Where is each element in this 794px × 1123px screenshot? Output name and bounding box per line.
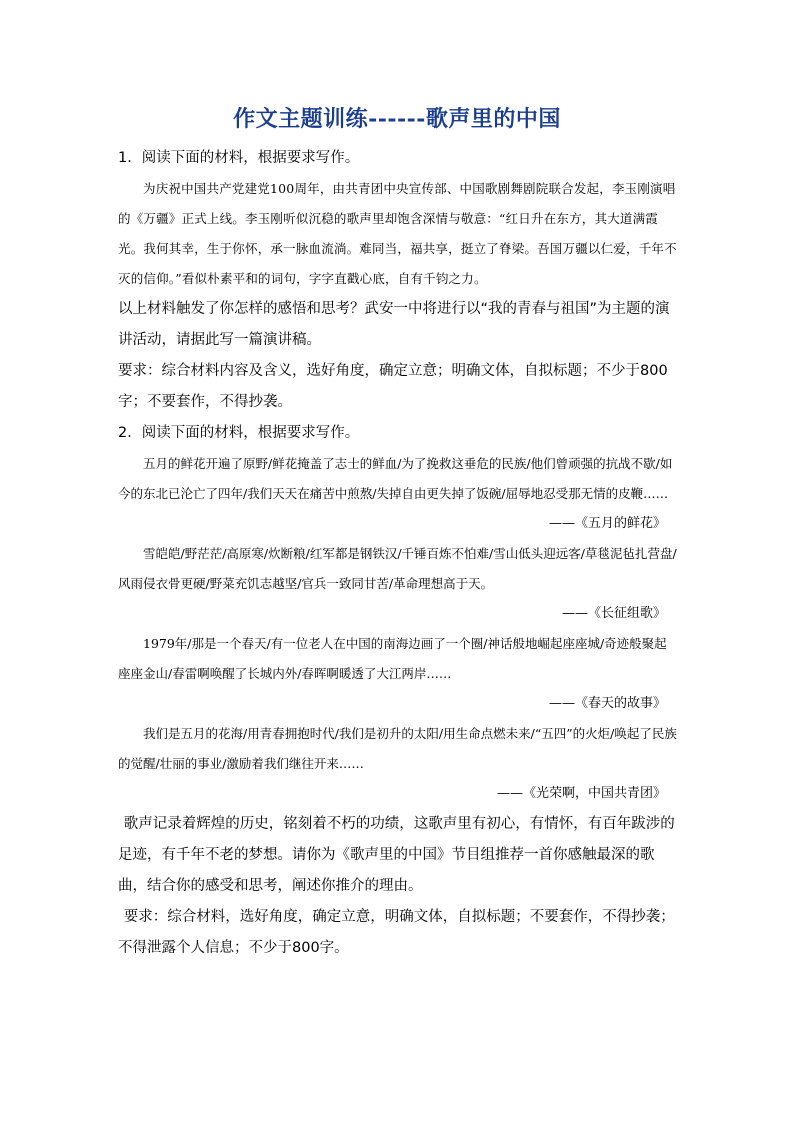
question-1-requirement: 要求：综合材料内容及含义，选好角度，确定立意；明确文体，自拟标题；不少于800字；不要套作，不得抄袭。 [118,363,668,410]
question-2-heading: 2．阅读下面的材料，根据要求写作。 [118,425,360,441]
song-source: ——《春天的故事》 [548,696,666,711]
song-source: ——《光荣啊，中国共青团》 [496,786,666,801]
song-lyrics: 我们是五月的花海/用青春拥抱时代/我们是初升的太阳/用生命点燃未来/“五四”的火炬/唤起了民族的觉醒/壮丽的事业/激励着我们继往开来…… [118,726,677,771]
question-1-material: 为庆祝中国共产党建党100周年，由共青团中央宣传部、中国歌剧舞剧院联合发起，李玉刚演唱的《万疆》正式上线。李玉刚听似沉稳的歌声里却饱含深情与敬意：“红日升在东方，其大道满霞光。我何其幸，生于你怀，承一脉血流淌。难同当，福共享，挺立了脊梁。吾国万疆以仁爱，千年不灭的信仰。”看似朴素平和的词句，字字直戳心底，自有千钧之力。 [118,181,677,286]
song-source: ——《五月的鲜花》 [548,516,666,531]
question-1-heading: 1．阅读下面的材料，根据要求写作。 [118,150,360,166]
question-2-prompt: 歌声记录着辉煌的历史，铭刻着不朽的功绩，这歌声里有初心，有情怀，有百年跋涉的足迹，有千年不老的梦想。请你为《歌声里的中国》节目组推荐一首你感触最深的歌曲，结合你的感受和思考，阐述你推介的理由。 [118,816,675,894]
page-title: 作文主题训练------歌声里的中国 [233,106,561,132]
song-lyrics: 1979年/那是一个春天/有一位老人在中国的南海边画了一个圈/神话般地崛起座座城/奇迹般聚起座座金山/春雷啊唤醒了长城内外/春晖啊暖透了大江两岸…… [118,636,667,681]
question-2-requirement: 要求：综合材料，选好角度，确定立意，明确文体，自拟标题；不要套作，不得抄袭；不得泄露个人信息；不少于800字。 [118,909,675,956]
question-1-prompt: 以上材料触发了你怎样的感悟和思考？武安一中将进行以“我的青春与祖国”为主题的演讲活动，请据此写一篇演讲稿。 [118,301,670,348]
document-body [118,143,678,964]
song-source: ——《长征组歌》 [561,606,666,621]
song-lyrics: 雪皑皑/野茫茫/高原寒/炊断粮/红军都是钢铁汉/千锤百炼不怕难/雪山低头迎远客/草毯泥毡扎营盘/风雨侵衣骨更硬/野菜充饥志越坚/官兵一致同甘苦/革命理想高于天。 [118,546,677,591]
song-lyrics: 五月的鲜花开遍了原野/鲜花掩盖了志士的鲜血/为了挽救这垂危的民族/他们曾顽强的抗战不歇/如今的东北已沦亡了四年/我们天天在痛苦中煎熬/失掉自由更失掉了饭碗/屈辱地忍受那无情的皮鞭…… [118,456,673,501]
